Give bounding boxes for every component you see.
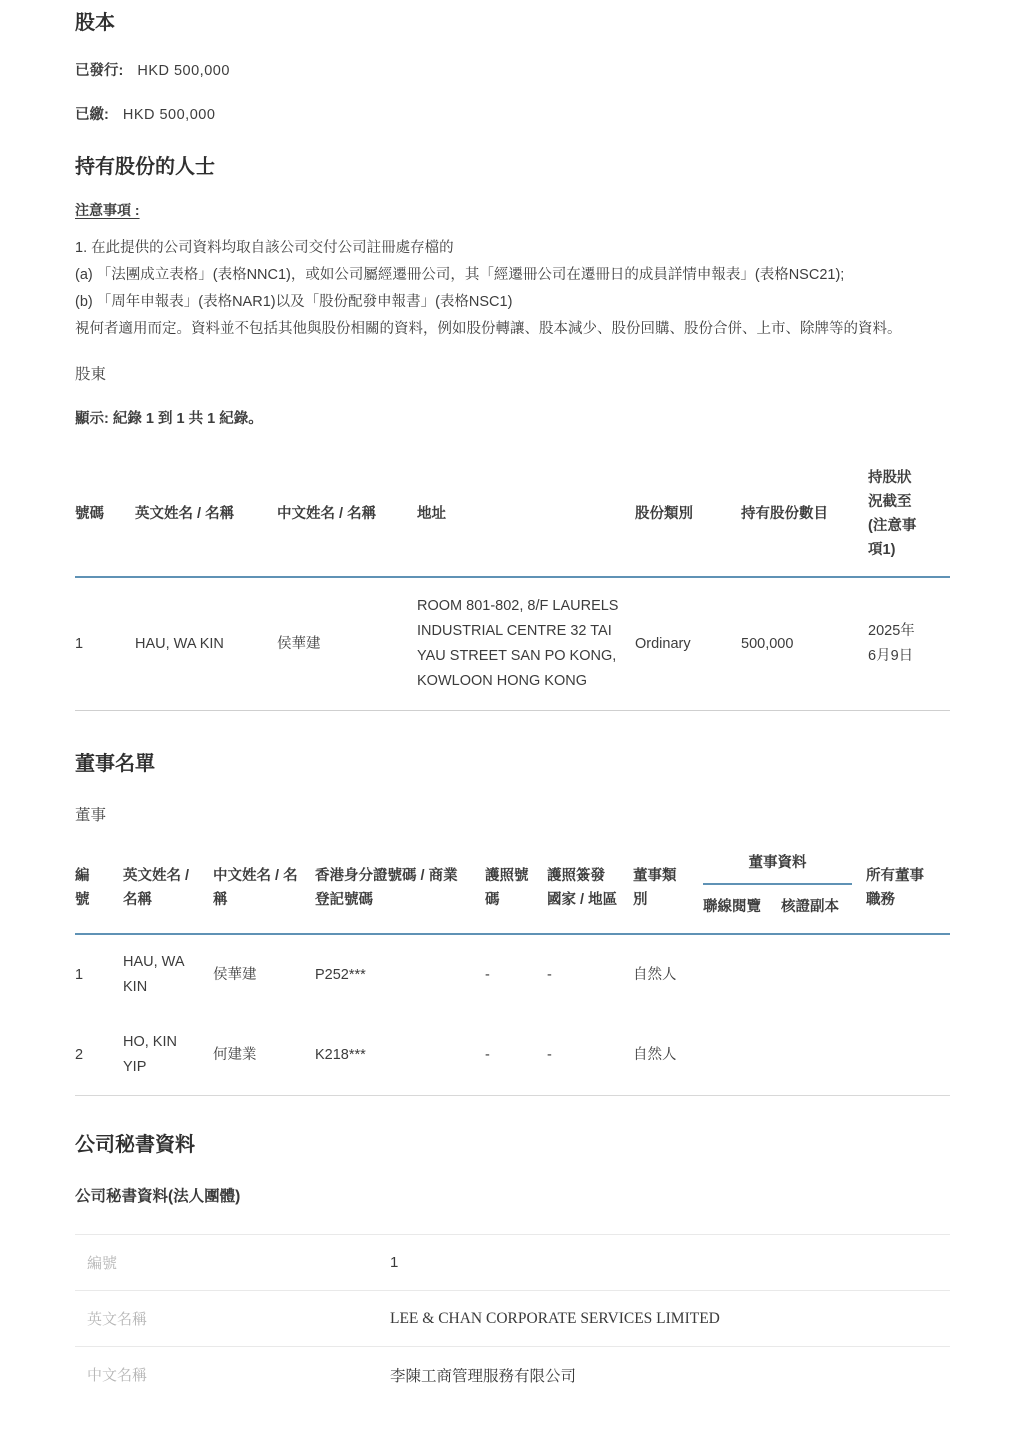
header-as-of: 持股狀況截至 (注意事項1)	[868, 452, 950, 577]
share-capital-title: 股本	[75, 12, 115, 34]
cell-share-class: Ordinary	[635, 577, 741, 711]
field-label: 英文名稱	[87, 1311, 148, 1328]
cell-dir-online-view	[703, 934, 781, 1015]
dir-header-group	[703, 843, 866, 885]
dir-header-passport: 護照號碼	[485, 868, 529, 908]
header-address: 地址	[417, 452, 635, 577]
paid-capital-line	[75, 103, 950, 124]
cell-dir-passport-country: -	[547, 1015, 633, 1096]
dir-header-passport-country: 護照簽發國家 / 地區	[547, 868, 618, 908]
dir-header-name-en: 英文姓名 / 名稱	[123, 868, 190, 908]
dir-header-name-zh: 中文姓名 / 名稱	[213, 868, 298, 908]
field-label: 中文名稱	[87, 1367, 148, 1384]
header-name-en: 英文姓名 / 名稱	[135, 452, 277, 577]
note-line-3: (b) 「周年申報表」(表格NAR1)以及「股份配發申報書」(表格NSC1)	[75, 294, 513, 310]
secretary-subtitle: 公司秘書資料(法人團體)	[75, 1188, 241, 1205]
cell-dir-name-en: HAU, WA KIN	[123, 954, 184, 995]
cell-dir-all-roles	[866, 934, 950, 1015]
shareholders-section-title: 持有股份的人士	[75, 156, 215, 178]
shareholders-subtitle: 股東	[75, 366, 107, 383]
cell-dir-hkid: P252***	[315, 966, 366, 983]
secretary-fields	[75, 1234, 950, 1402]
header-name-zh: 中文姓名 / 名稱	[277, 452, 417, 577]
note-line-1: 1. 在此提供的公司資料均取自該公司交付公司註冊處存檔的	[75, 240, 454, 256]
dir-header-hkid: 香港身分證號碼 / 商業登記號碼	[315, 868, 458, 908]
notes-title: 注意事項 :	[75, 202, 140, 218]
secretary-section-title: 公司秘書資料	[75, 1134, 195, 1156]
issued-capital-line	[75, 59, 950, 80]
cell-dir-all-roles	[866, 1015, 950, 1096]
cell-dir-passport-country: -	[547, 966, 552, 983]
cell-dir-passport: -	[485, 1015, 547, 1096]
note-line-4: 視何者適用而定。資料並不包括其他與股份相關的資料，例如股份轉讓、股本減少、股份回購、股份合併、上市、除牌等的資料。	[75, 321, 902, 337]
cell-dir-certified-copy	[781, 934, 866, 1015]
director-row	[75, 1015, 950, 1096]
secretary-field-name-zh	[75, 1346, 950, 1402]
note-line-2: (a) 「法團成立表格」(表格NNC1)，或如公司屬經遷冊公司，其「經遷冊公司在遷冊日的成員詳情申報表」(表格NSC21);	[75, 267, 845, 283]
field-value: 1	[390, 1254, 399, 1271]
header-share-class: 股份類別	[635, 452, 741, 577]
issued-capital-value: HKD 500,000	[137, 63, 230, 79]
shareholders-table	[75, 452, 950, 711]
dir-header-certified-copy: 核證副本	[781, 899, 839, 915]
cell-dir-name-zh: 侯華建	[213, 966, 257, 983]
cell-dir-name-en: HO, KIN YIP	[123, 1015, 213, 1096]
secretary-field-number	[75, 1234, 950, 1290]
cell-dir-type: 自然人	[633, 1015, 703, 1096]
notes-paragraph	[75, 235, 950, 343]
cell-dir-online-view	[703, 1015, 781, 1096]
header-shares-held: 持有股份數目	[741, 452, 868, 577]
shareholders-header-row	[75, 452, 950, 577]
cell-dir-name-zh: 何建業	[213, 1015, 315, 1096]
dir-header-number: 編號	[75, 868, 90, 908]
header-number: 號碼	[75, 452, 135, 577]
directors-subtitle: 董事	[75, 807, 107, 824]
directors-section-title: 董事名單	[75, 753, 155, 775]
cell-dir-hkid: K218***	[315, 1015, 485, 1096]
secretary-field-name-en	[75, 1290, 950, 1346]
directors-table	[75, 843, 950, 1096]
cell-name-zh: 侯華建	[277, 577, 417, 711]
directors-header-row	[75, 843, 950, 885]
record-count: 顯示: 紀錄 1 到 1 共 1 紀錄。	[75, 411, 263, 427]
cell-dir-number: 1	[75, 966, 84, 983]
dir-header-type: 董事類別	[633, 868, 677, 908]
cell-dir-passport: -	[485, 966, 490, 983]
paid-capital-value: HKD 500,000	[122, 107, 216, 123]
field-value: LEE & CHAN CORPORATE SERVICES LIMITED	[390, 1309, 720, 1327]
cell-name-en: HAU, WA KIN	[135, 577, 277, 711]
cell-as-of: 2025年 6月9日	[868, 577, 950, 711]
dir-header-all-roles: 所有董事職務	[866, 868, 924, 908]
dir-header-group-label: 董事資料	[703, 851, 852, 885]
cell-dir-type: 自然人	[633, 966, 677, 983]
paid-capital-label: 已繳:	[75, 107, 109, 123]
dir-header-online-view: 聯線閱覽	[703, 899, 761, 915]
cell-shares-held: 500,000	[741, 577, 868, 711]
cell-dir-certified-copy	[781, 1015, 866, 1096]
cell-address: ROOM 801-802, 8/F LAURELS INDUSTRIAL CENTRE 32 TAI YAU STREET SAN PO KONG, KOWLOON HONG KONG	[417, 577, 635, 711]
issued-capital-label: 已發行:	[75, 63, 124, 79]
field-value: 李陳工商管理服務有限公司	[390, 1367, 577, 1385]
director-row	[75, 934, 950, 1015]
field-label: 編號	[87, 1255, 118, 1272]
cell-number: 1	[75, 577, 135, 711]
cell-dir-number: 2	[75, 1015, 123, 1096]
shareholder-row	[75, 577, 950, 711]
